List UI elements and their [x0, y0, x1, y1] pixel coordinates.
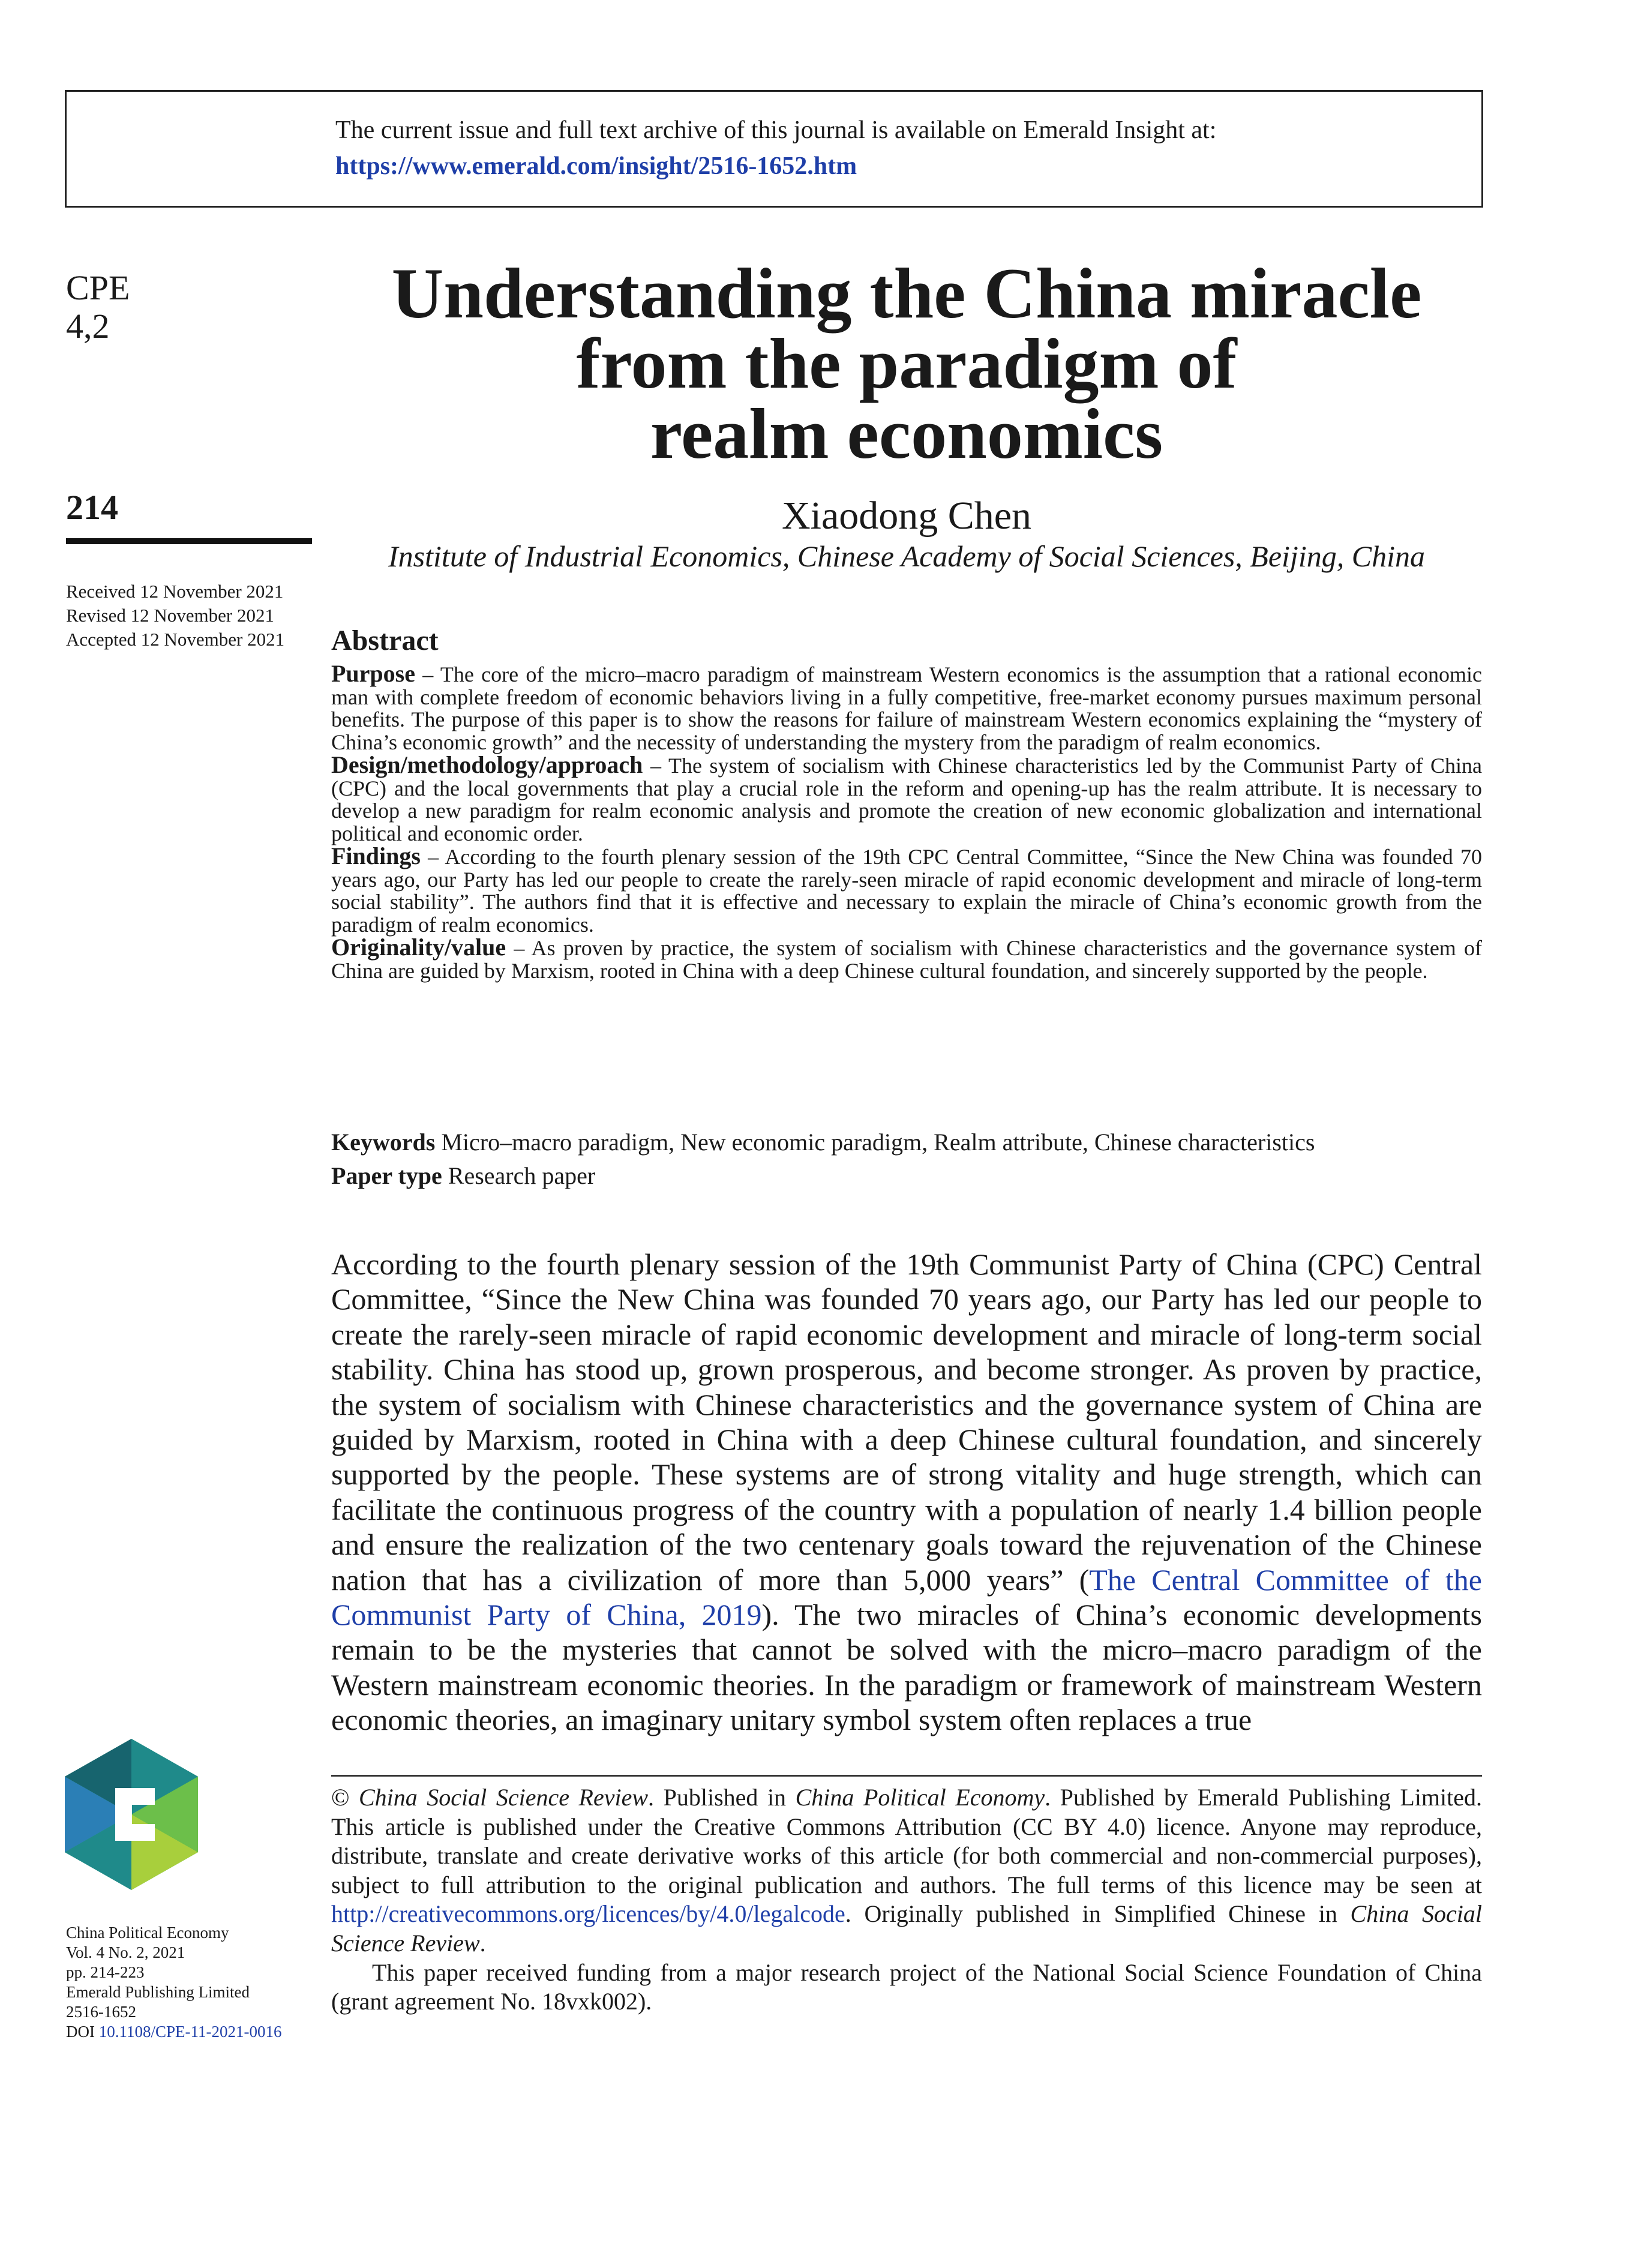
page-range: pp. 214-223	[66, 1963, 145, 1981]
license-text: . Published by Emerald Publishing Limited. This article is published under the Creative Commons Attribution (CC BY 4.0) licence. Anyone may reproduce, distribute, translate and create derivative works of this article (for both commercial and non-commercial purposes), subject to full attribution to the original publication and authors. The full terms of this licence may be seen at	[331, 1784, 1483, 1898]
body-text-part-2: ). The two miracles of China’s economic developments remain to be the mysteries that cannot be solved with the micro–macro paradigm of the Western mainstream economic theories. In the paradigm or framework of mainstream Western economic theories, an imaginary unitary symbol system often replaces a true	[331, 1598, 1482, 1737]
abstract-findings	[331, 842, 1482, 937]
journal-url-link[interactable]: https://www.emerald.com/insight/2516-1652.htm	[335, 152, 857, 180]
journal-name: China Political Economy	[66, 1924, 229, 1942]
publication-info	[66, 1923, 282, 2042]
abstract-section-label: Design/methodology/approach	[331, 751, 643, 778]
accepted-date: Accepted 12 November 2021	[66, 629, 285, 650]
doi-line	[66, 2022, 282, 2042]
paper-type	[331, 1162, 595, 1190]
keywords-label: Keywords	[331, 1129, 436, 1156]
publisher: Emerald Publishing Limited	[66, 1983, 250, 2001]
abstract-heading: Abstract	[331, 625, 439, 656]
body-text-part-1: According to the fourth plenary session of the 19th Communist Party of China (CPC) Central Committee, “Since the New China was founded 70 years ago, our Party has led our people to create the rarely-seen miracle of rapid economic development and miracle of long-term social stability. China has stood up, grown prosperous, and become stronger. As proven by practice, the system of socialism with Chinese characteristics and the governance system of China are guided by Marxism, rooted in China with a deep Chinese cultural foundation, and sincerely supported by the people. These systems are of strong vitality and huge strength, which can facilitate the continuous progress of the country with a population of nearly 1.4 billion people and ensure the realization of the two centenary goals toward the rejuvenation of the Chinese nation that has a civilization of more than 5,000 years” (	[331, 1247, 1482, 1597]
abstract-section-text: – According to the fourth plenary session of the 19th CPC Central Committee, “Since the New China was founded 70 years ago, our Party has led our people to create the rarely-seen miracle of rapid economic development and miracle of long-term social stability”. The authors find that it is effective and necessary to explain the miracle of China’s economic growth from the paradigm of realm economics.	[331, 845, 1482, 937]
journal-abbrev-text: CPE	[66, 268, 130, 307]
footnote	[331, 1783, 1482, 2017]
csr-title-2: China Social Science Review	[331, 1900, 1482, 1957]
abstract-body	[331, 662, 1482, 982]
volume-issue: 4,2	[66, 307, 110, 346]
journal-abbrev	[66, 269, 130, 346]
doi-label: DOI	[66, 2023, 95, 2041]
journal-archive-notice	[65, 90, 1483, 208]
footnote-divider	[331, 1775, 1482, 1777]
archive-notice-text: The current issue and full text archive of this journal is available on Emerald Insight at:	[335, 116, 1217, 144]
footnote-end: .	[479, 1929, 486, 1957]
title-line-3: realm economics	[650, 394, 1163, 473]
published-in-text: . Published in	[648, 1784, 796, 1811]
page-number: 214	[66, 488, 118, 527]
body-paragraph	[331, 1247, 1482, 1738]
csr-title: China Social Science Review	[358, 1784, 649, 1811]
issn: 2516-1652	[66, 2003, 136, 2021]
abstract-section-text: – The core of the micro–macro paradigm of mainstream Western economics is the assumption that a rational economic man with complete freedom of economic behaviors living in a fully competitive, free-market economy pursues maximum personal benefits. The purpose of this paper is to show the reasons for failure of mainstream Western economics explaining the “mystery of China’s economic growth” and the necessity of understanding the mystery from the paradigm of realm economics.	[331, 662, 1482, 754]
abstract-section-text: – As proven by practice, the system of socialism with Chinese characteristics and the governance system of China are guided by Marxism, rooted in China with a deep Chinese cultural foundation, and sincerely supported by the people.	[331, 936, 1482, 983]
originally-published-text: . Originally published in Simplified Chinese in	[845, 1900, 1351, 1928]
copyright-note	[331, 1783, 1482, 1958]
title-line-1: Understanding the China miracle	[391, 253, 1422, 333]
author-affiliation: Institute of Industrial Economics, Chinese Academy of Social Sciences, Beijing, China	[388, 539, 1425, 573]
article-dates	[66, 580, 284, 652]
paper-type-text: Research paper	[442, 1162, 596, 1189]
keywords	[331, 1128, 1315, 1156]
keywords-text: Micro–macro paradigm, New economic paradigm, Realm attribute, Chinese characteristics	[435, 1129, 1315, 1156]
journal-logo-icon	[65, 1739, 198, 1890]
margin-divider	[66, 538, 312, 544]
article-title	[330, 253, 1483, 473]
abstract-design	[331, 751, 1482, 845]
funding-note: This paper received funding from a major research project of the National Social Science Foundation of China (grant agreement No. 18vxk002).	[331, 1958, 1482, 2015]
abstract-originality	[331, 936, 1482, 982]
title-line-2: from the paradigm of	[576, 323, 1237, 403]
license-link[interactable]: http://creativecommons.org/licences/by/4.0/legalcode	[331, 1900, 845, 1928]
abstract-section-label: Originality/value	[331, 934, 506, 961]
revised-date: Revised 12 November 2021	[66, 605, 274, 626]
doi-link[interactable]: 10.1108/CPE-11-2021-0016	[98, 2023, 282, 2041]
volume-number: Vol. 4 No. 2, 2021	[66, 1943, 185, 1961]
copyright-symbol: ©	[331, 1784, 359, 1811]
abstract-section-label: Purpose	[331, 660, 415, 687]
paper-type-label: Paper type	[331, 1162, 442, 1189]
abstract-section-text: – The system of socialism with Chinese characteristics led by the Communist Party of China (CPC) and the local governments that play a crucial role in the reform and opening-up has the realm attribute. It is necessary to develop a new paradigm for realm economic analysis and promote the creation of new economic globalization and international political and economic order.	[331, 754, 1482, 845]
cpe-title: China Political Economy	[795, 1784, 1045, 1811]
author-name: Xiaodong Chen	[781, 494, 1032, 538]
received-date: Received 12 November 2021	[66, 581, 284, 602]
citation-link[interactable]: The Central Committee of the Communist Party of China, 2019	[331, 1562, 1482, 1632]
abstract-section-label: Findings	[331, 842, 421, 869]
abstract-purpose	[331, 662, 1482, 754]
